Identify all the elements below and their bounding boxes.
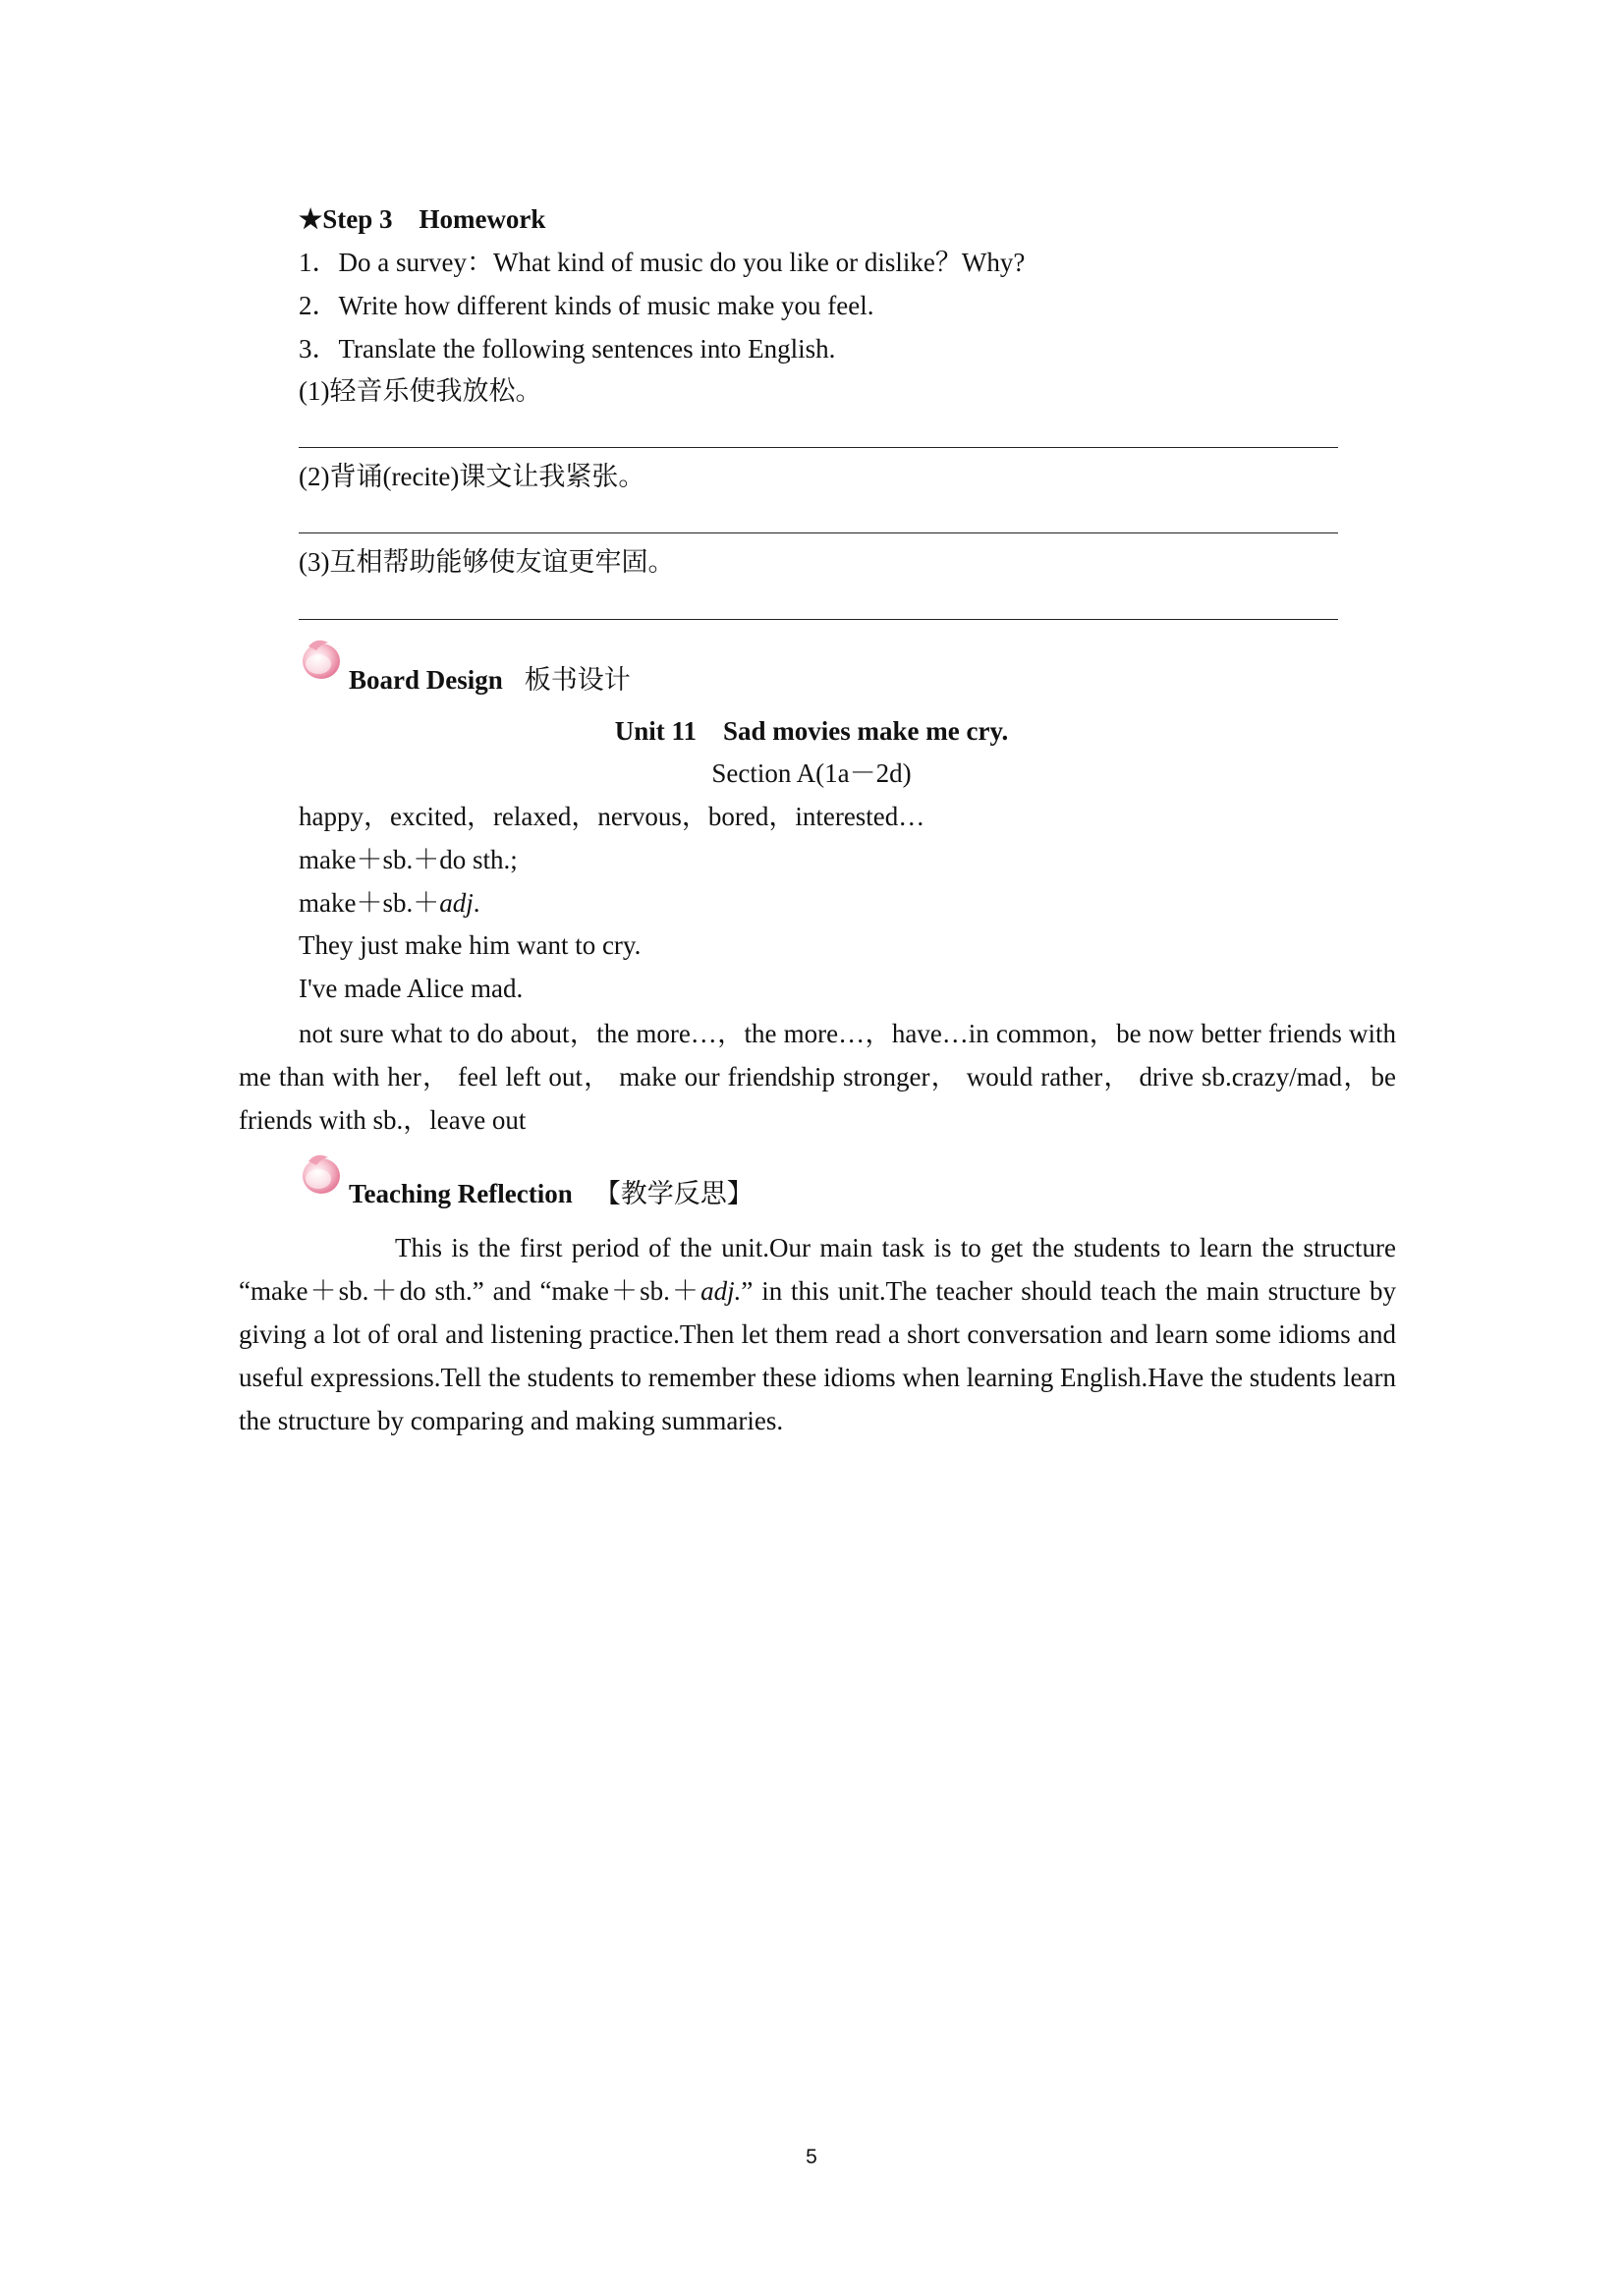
teaching-reflection-heading [349, 1176, 754, 1211]
board-line-make-adj-italic: adj [439, 888, 474, 918]
board-line-make-adj-suffix: . [473, 888, 480, 918]
peach-icon [299, 1149, 344, 1199]
teaching-reflection-paragraph [239, 1226, 1396, 1442]
reflection-text-italic: adj. [700, 1276, 742, 1306]
translation-prompt-2: (2)背诵(recite)课文让我紧张。 [299, 462, 645, 491]
board-design-heading-cn: 板书设计 [524, 665, 631, 695]
translation-prompt-1: (1)轻音乐使我放松。 [299, 376, 542, 406]
reflection-text-part1: This is the first period of the unit.Our main task is to get the students to learn the structure “make＋sb.＋do sth.” and “make＋sb.＋ [239, 1233, 1396, 1306]
board-design-heading-en: Board Design [349, 665, 503, 695]
homework-item-2: 2．Write how different kinds of music make you feel. [299, 291, 874, 320]
homework-item-3: 3．Translate the following sentences into English. [299, 334, 836, 364]
teaching-reflection-heading-cn: 【教学反思】 [593, 1179, 754, 1208]
teaching-reflection-heading-en: Teaching Reflection [349, 1179, 573, 1208]
board-design-heading [349, 662, 631, 698]
board-section: Section A(1a－2d) [711, 758, 912, 788]
page-number: 5 [806, 2146, 817, 2168]
translation-prompt-3: (3)互相帮助能够使友谊更牢固。 [299, 547, 675, 577]
reflection-text-part2: ” in this unit.The teacher should teach the main structure by giving a lot of oral and listening practice.Then let them read a short conversation and learn some idioms and useful expressions.Tell the students to remember these idioms when learning English.Have the students learn the structure by comparing and making summaries. [239, 1276, 1396, 1435]
board-unit-title: Unit 11 Sad movies make me cry. [614, 716, 1009, 746]
board-line-make-adj [299, 885, 480, 921]
board-line-make-do: make＋sb.＋do sth.; [299, 845, 518, 874]
board-line-example-1: They just make him want to cry. [299, 930, 642, 960]
peach-icon [299, 635, 344, 684]
answer-line-3 [299, 619, 1338, 620]
answer-line-1 [299, 447, 1338, 448]
board-line-adjectives: happy，excited，relaxed，nervous，bored，interested… [299, 802, 925, 831]
homework-item-1: 1．Do a survey：What kind of music do you like or dislike？Why? [299, 248, 1026, 277]
homework-title: ★Step 3 Homework [299, 204, 546, 234]
answer-line-2 [299, 532, 1338, 533]
board-line-example-2: I've made Alice mad. [299, 974, 524, 1003]
board-line-make-adj-prefix: make＋sb.＋ [299, 888, 440, 918]
board-phrases-paragraph: not sure what to do about，the more…，the more…，have…in common，be now better friends with me than with her， feel left out， make our friendship stronger， would rather， drive sb.crazy/mad，be friends with sb.，leave out [239, 1019, 1396, 1135]
